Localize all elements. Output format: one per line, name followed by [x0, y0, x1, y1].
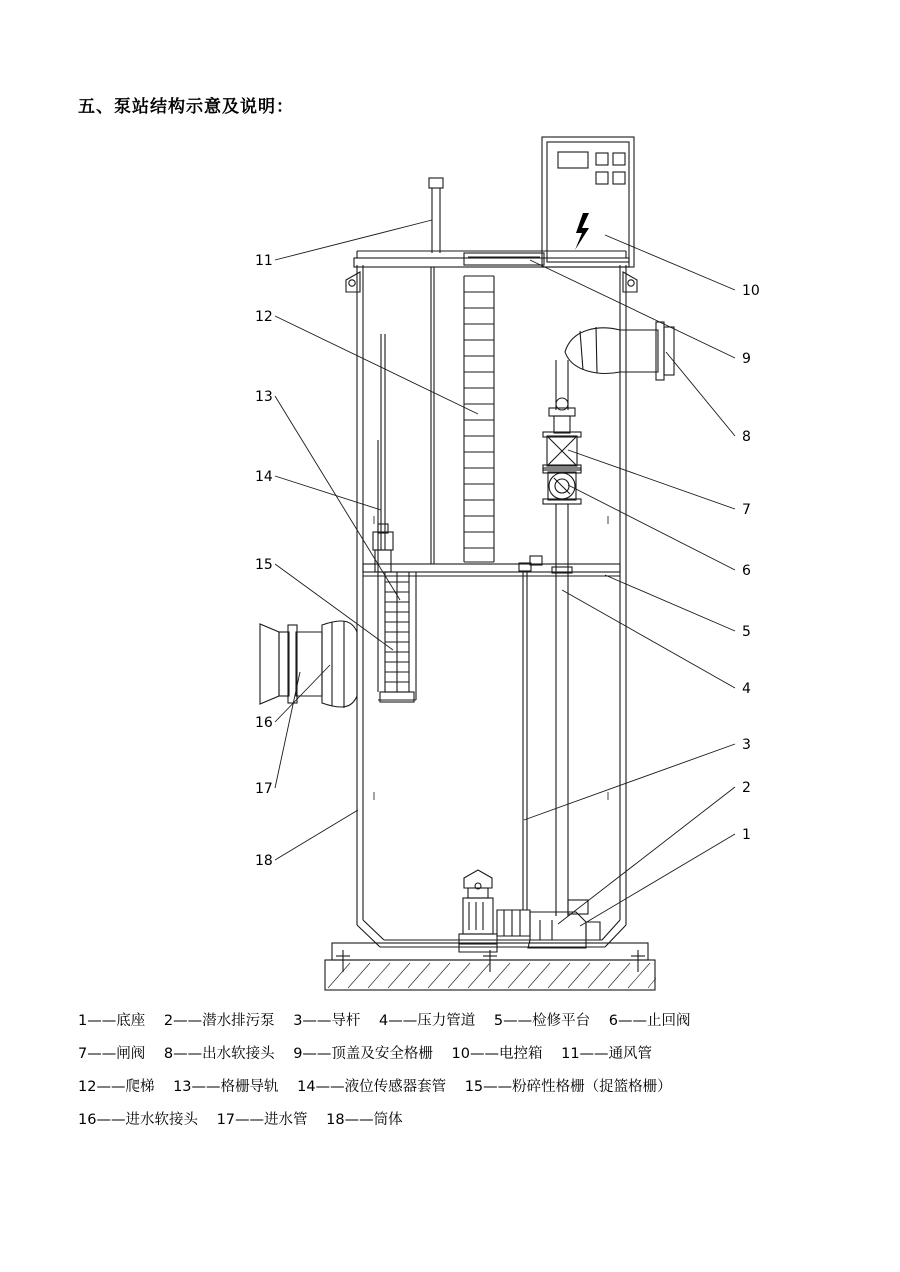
legend-label: 压力管道: [417, 1013, 476, 1029]
callout-1: 1: [742, 827, 751, 843]
legend-item: [494, 1005, 590, 1038]
legend-number: 15: [464, 1079, 484, 1095]
legend-separator: ——: [617, 1013, 647, 1029]
legend-separator: ——: [469, 1046, 499, 1062]
legend-label: 底座: [116, 1013, 146, 1029]
grinder-basket-grating: [378, 440, 416, 702]
callout-16: 16: [255, 715, 273, 731]
legend-item: [297, 1071, 446, 1104]
callout-4: 4: [742, 681, 751, 697]
legend-item: [609, 1005, 691, 1038]
legend-separator: ——: [87, 1046, 117, 1062]
callout-leaders: [275, 220, 735, 926]
legend-item: [164, 1038, 275, 1071]
legend-row: [78, 1104, 838, 1137]
legend-label: 检修平台: [532, 1013, 591, 1029]
gate-valve: [543, 398, 581, 470]
pump-base-coupling: [528, 900, 600, 948]
legend-number: 11: [561, 1046, 580, 1062]
foundation-base: [325, 943, 656, 990]
diagram-svg: [60, 120, 850, 1000]
inspection-platform: [363, 556, 620, 576]
legend-separator: ——: [579, 1046, 609, 1062]
legend-number: 13: [173, 1079, 192, 1095]
legend-label: 潜水排污泵: [202, 1013, 275, 1029]
legend-separator: ——: [302, 1013, 332, 1029]
legend-label: 闸阀: [116, 1046, 146, 1062]
legend-separator: ——: [483, 1079, 513, 1095]
legend-item: [465, 1071, 672, 1104]
legend-label: 进水管: [264, 1112, 308, 1128]
legend-item: [78, 1104, 198, 1137]
callout-13: 13: [255, 389, 273, 405]
callout-9: 9: [742, 351, 751, 367]
legend-label: 导杆: [331, 1013, 361, 1029]
legend-label: 出水软接头: [202, 1046, 275, 1062]
check-valve: [543, 468, 581, 504]
legend-number: 16: [78, 1112, 97, 1128]
upper-chamber-wall: [431, 267, 434, 564]
legend-number: 10: [451, 1046, 470, 1062]
legend-number: 3: [293, 1013, 303, 1029]
legend-number: 6: [608, 1013, 618, 1029]
callout-15: 15: [255, 557, 273, 573]
legend-number: 1: [78, 1013, 88, 1029]
legend-item: [217, 1104, 308, 1137]
callout-7: 7: [742, 502, 751, 518]
legend-item: [164, 1005, 275, 1038]
legend-separator: ——: [302, 1046, 332, 1062]
outlet-flexible-joint: [565, 322, 674, 380]
legend-label: 进水软接头: [125, 1112, 198, 1128]
legend-label: 筒体: [373, 1112, 403, 1128]
legend-number: 4: [379, 1013, 389, 1029]
legend: [78, 1005, 838, 1137]
legend-row: [78, 1071, 838, 1104]
legend-row: [78, 1005, 838, 1038]
callout-2: 2: [742, 780, 751, 796]
legend-label: 格栅导轨: [220, 1079, 279, 1095]
callout-11: 11: [255, 253, 273, 269]
legend-separator: ——: [315, 1079, 345, 1095]
legend-label: 液位传感器套管: [344, 1079, 447, 1095]
legend-label: 粉碎性格栅（捉篮格栅）: [512, 1079, 672, 1095]
legend-item: [78, 1071, 154, 1104]
tank-shell: [346, 251, 637, 947]
guide-rail: [519, 563, 531, 910]
legend-item: [379, 1005, 475, 1038]
callout-6: 6: [742, 563, 751, 579]
legend-item: [561, 1038, 652, 1071]
legend-separator: ——: [173, 1013, 203, 1029]
legend-separator: ——: [87, 1013, 117, 1029]
legend-row: [78, 1038, 838, 1071]
legend-item: [78, 1038, 145, 1071]
legend-number: 12: [78, 1079, 97, 1095]
callout-14: 14: [255, 469, 273, 485]
legend-number: 8: [163, 1046, 174, 1062]
legend-separator: ——: [96, 1112, 126, 1128]
callout-5: 5: [742, 624, 751, 640]
lifting-lug-left: [346, 272, 360, 292]
legend-label: 顶盖及安全格栅: [331, 1046, 433, 1062]
legend-separator: ——: [191, 1079, 221, 1095]
pump-station-structure-diagram: [60, 120, 850, 1000]
callout-labels: [255, 253, 760, 869]
callout-18: 18: [255, 853, 273, 869]
legend-separator: ——: [96, 1079, 126, 1095]
legend-separator: ——: [173, 1046, 203, 1062]
ventilation-pipe: [429, 178, 443, 253]
top-cover-safety-grating: [464, 253, 544, 265]
legend-number: 17: [216, 1112, 236, 1128]
legend-label: 电控箱: [498, 1046, 543, 1062]
legend-item: [326, 1104, 402, 1137]
legend-separator: ——: [503, 1013, 533, 1029]
legend-label: 通风管: [608, 1046, 653, 1062]
legend-separator: ——: [344, 1112, 374, 1128]
legend-item: [452, 1038, 543, 1071]
level-sensor-sleeve: [373, 334, 393, 572]
control-cabinet: [542, 137, 634, 267]
legend-label: 爬梯: [125, 1079, 155, 1095]
legend-number: 14: [297, 1079, 316, 1095]
legend-item: [173, 1071, 278, 1104]
lifting-lug-right: [623, 272, 637, 292]
callout-8: 8: [742, 429, 751, 445]
callout-17: 17: [255, 781, 273, 797]
inlet-pipe-assembly: [260, 621, 357, 708]
legend-item: [78, 1005, 145, 1038]
ladder: [464, 276, 494, 562]
callout-12: 12: [255, 309, 273, 325]
legend-item: [293, 1038, 433, 1071]
legend-number: 5: [493, 1013, 504, 1029]
legend-number: 9: [293, 1046, 303, 1062]
legend-separator: ——: [235, 1112, 265, 1128]
callout-10: 10: [742, 283, 760, 299]
legend-number: 2: [163, 1013, 174, 1029]
legend-separator: ——: [388, 1013, 418, 1029]
legend-number: 7: [78, 1046, 88, 1062]
legend-item: [293, 1005, 360, 1038]
legend-label: 止回阀: [646, 1013, 691, 1029]
legend-number: 18: [326, 1112, 345, 1128]
page-title: 五、泵站结构示意及说明：: [78, 97, 294, 117]
callout-3: 3: [742, 737, 751, 753]
